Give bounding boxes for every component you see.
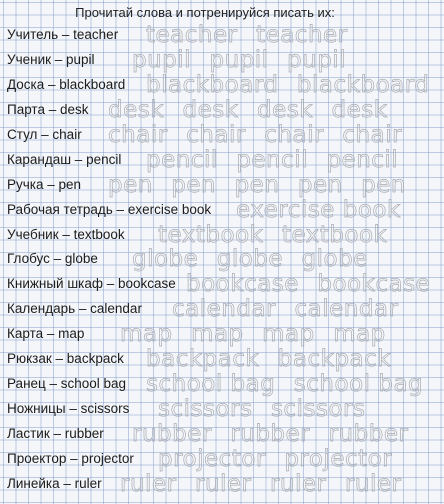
trace-words xyxy=(146,346,410,372)
trace-words xyxy=(120,321,410,347)
trace-word: pen xyxy=(361,171,406,198)
trace-word: teacher xyxy=(256,22,348,48)
trace-word: globe xyxy=(216,246,284,273)
trace-word: ruler xyxy=(194,470,252,497)
vocab-row-rubber xyxy=(0,423,410,448)
vocab-label: Учитель – teacher xyxy=(7,27,119,42)
vocab-row-blackboard xyxy=(0,71,430,99)
trace-words xyxy=(146,71,430,98)
vocab-row-globe xyxy=(0,248,410,273)
trace-word: scissors xyxy=(158,396,253,423)
trace-words xyxy=(108,172,410,198)
vocab-label: Стул – chair xyxy=(7,126,82,142)
vocab-row-pen xyxy=(0,171,410,199)
trace-word: chair xyxy=(342,121,403,148)
trace-words xyxy=(186,271,431,298)
trace-word: globe xyxy=(132,246,199,273)
vocab-row-pupil xyxy=(0,46,410,74)
trace-word: map xyxy=(120,321,173,348)
trace-word: projector xyxy=(284,445,393,472)
vocab-row-scissors xyxy=(0,398,410,423)
trace-words xyxy=(132,246,410,272)
trace-word: pencil xyxy=(326,146,399,173)
trace-word: desk xyxy=(331,96,388,123)
vocab-label: Рюкзак – backpack xyxy=(7,351,124,367)
trace-word: ruler xyxy=(120,470,177,497)
trace-words xyxy=(236,197,410,223)
vocab-label: Карандаш – pencil xyxy=(7,151,122,167)
vocab-row-textbook xyxy=(0,221,410,249)
vocab-label: Доска – blackboard xyxy=(7,76,126,92)
vocab-label: Ученик – pupil xyxy=(7,51,95,67)
trace-word: projector xyxy=(158,445,266,472)
trace-word: desk xyxy=(108,96,165,123)
vocab-row-projector xyxy=(0,445,410,473)
trace-word: school bag xyxy=(293,371,424,398)
trace-word: scissors xyxy=(270,396,366,423)
trace-word: map xyxy=(333,321,386,348)
trace-words xyxy=(172,296,410,322)
trace-words xyxy=(146,147,410,173)
trace-words xyxy=(132,47,410,73)
trace-word: desk xyxy=(257,96,314,123)
vocab-label: Учебник – textbook xyxy=(7,226,125,242)
vocab-row-map xyxy=(0,323,410,348)
trace-word: chair xyxy=(108,121,168,148)
trace-word: rubber xyxy=(328,421,409,447)
trace-word: exercise book xyxy=(236,196,401,223)
vocab-row-bookcase xyxy=(0,271,431,298)
trace-word: pupil xyxy=(209,46,269,73)
vocab-row-desk xyxy=(0,96,410,124)
vocab-row-chair xyxy=(0,121,410,149)
vocab-row-school-bag xyxy=(0,371,424,398)
trace-word: chair xyxy=(186,121,246,148)
vocab-label: Линейка – ruler xyxy=(7,475,102,491)
vocab-label: Глобус – globe xyxy=(7,251,98,267)
vocab-row-exercise-book xyxy=(0,196,410,224)
vocab-row-pencil xyxy=(0,146,410,174)
trace-word: pen xyxy=(171,171,217,198)
trace-word: textbook xyxy=(281,221,388,248)
trace-word: bookcase xyxy=(186,271,299,298)
trace-word: rubber xyxy=(132,421,212,447)
vocab-row-teacher xyxy=(0,24,410,49)
vocab-label: Ластик – rubber xyxy=(7,426,104,441)
vocab-label: Карта – map xyxy=(7,326,85,342)
trace-word: pen xyxy=(108,171,153,198)
trace-word: textbook xyxy=(158,221,264,248)
trace-word: rubber xyxy=(230,421,311,447)
vocab-label: Ножницы – scissors xyxy=(7,401,130,417)
trace-word: pupil xyxy=(132,46,192,73)
vocab-row-calendar xyxy=(0,298,410,323)
trace-word: pencil xyxy=(236,146,308,173)
trace-words xyxy=(158,446,410,472)
trace-words xyxy=(146,22,410,48)
vocab-label: Календарь – calendar xyxy=(7,301,142,317)
trace-word: pupil xyxy=(287,46,347,73)
trace-word: desk xyxy=(182,96,239,123)
trace-word: chair xyxy=(264,121,324,148)
vocab-label: Парта – desk xyxy=(7,101,89,117)
vocab-label: Рабочая тетрадь – exercise book xyxy=(7,201,212,217)
trace-word: calendar xyxy=(172,296,277,323)
vocabulary-list xyxy=(0,22,431,498)
trace-word: school bag xyxy=(146,371,276,398)
trace-words xyxy=(120,471,410,497)
trace-words xyxy=(158,396,410,422)
trace-word: blackboard xyxy=(296,71,430,98)
trace-word: ruler xyxy=(269,470,327,497)
trace-word: teacher xyxy=(146,22,238,48)
trace-words xyxy=(146,371,424,398)
vocab-row-backpack xyxy=(0,348,410,373)
trace-word: globe xyxy=(301,246,368,273)
trace-words xyxy=(132,421,410,447)
trace-words xyxy=(108,97,410,123)
trace-word: bookcase xyxy=(317,271,431,298)
trace-word: ruler xyxy=(344,470,402,497)
vocab-label: Проектор – projector xyxy=(7,450,134,466)
trace-word: backpack xyxy=(277,346,392,373)
vocab-label: Ранец – school bag xyxy=(7,376,127,392)
instruction-text: Прочитай слова и потренируйся писать их: xyxy=(75,5,335,20)
trace-word: map xyxy=(191,321,244,348)
trace-word: pen xyxy=(297,171,343,198)
trace-words xyxy=(108,122,410,148)
trace-words xyxy=(158,222,410,248)
trace-word: calendar xyxy=(294,296,399,323)
trace-word: map xyxy=(262,321,315,348)
vocab-row-ruler xyxy=(0,470,410,498)
trace-word: blackboard xyxy=(146,71,279,98)
trace-word: pen xyxy=(234,171,280,198)
trace-word: backpack xyxy=(146,346,260,373)
vocab-label: Книжный шкаф – bookcase xyxy=(7,276,176,292)
trace-word: pencil xyxy=(146,146,218,173)
vocab-label: Ручка – pen xyxy=(7,176,82,192)
